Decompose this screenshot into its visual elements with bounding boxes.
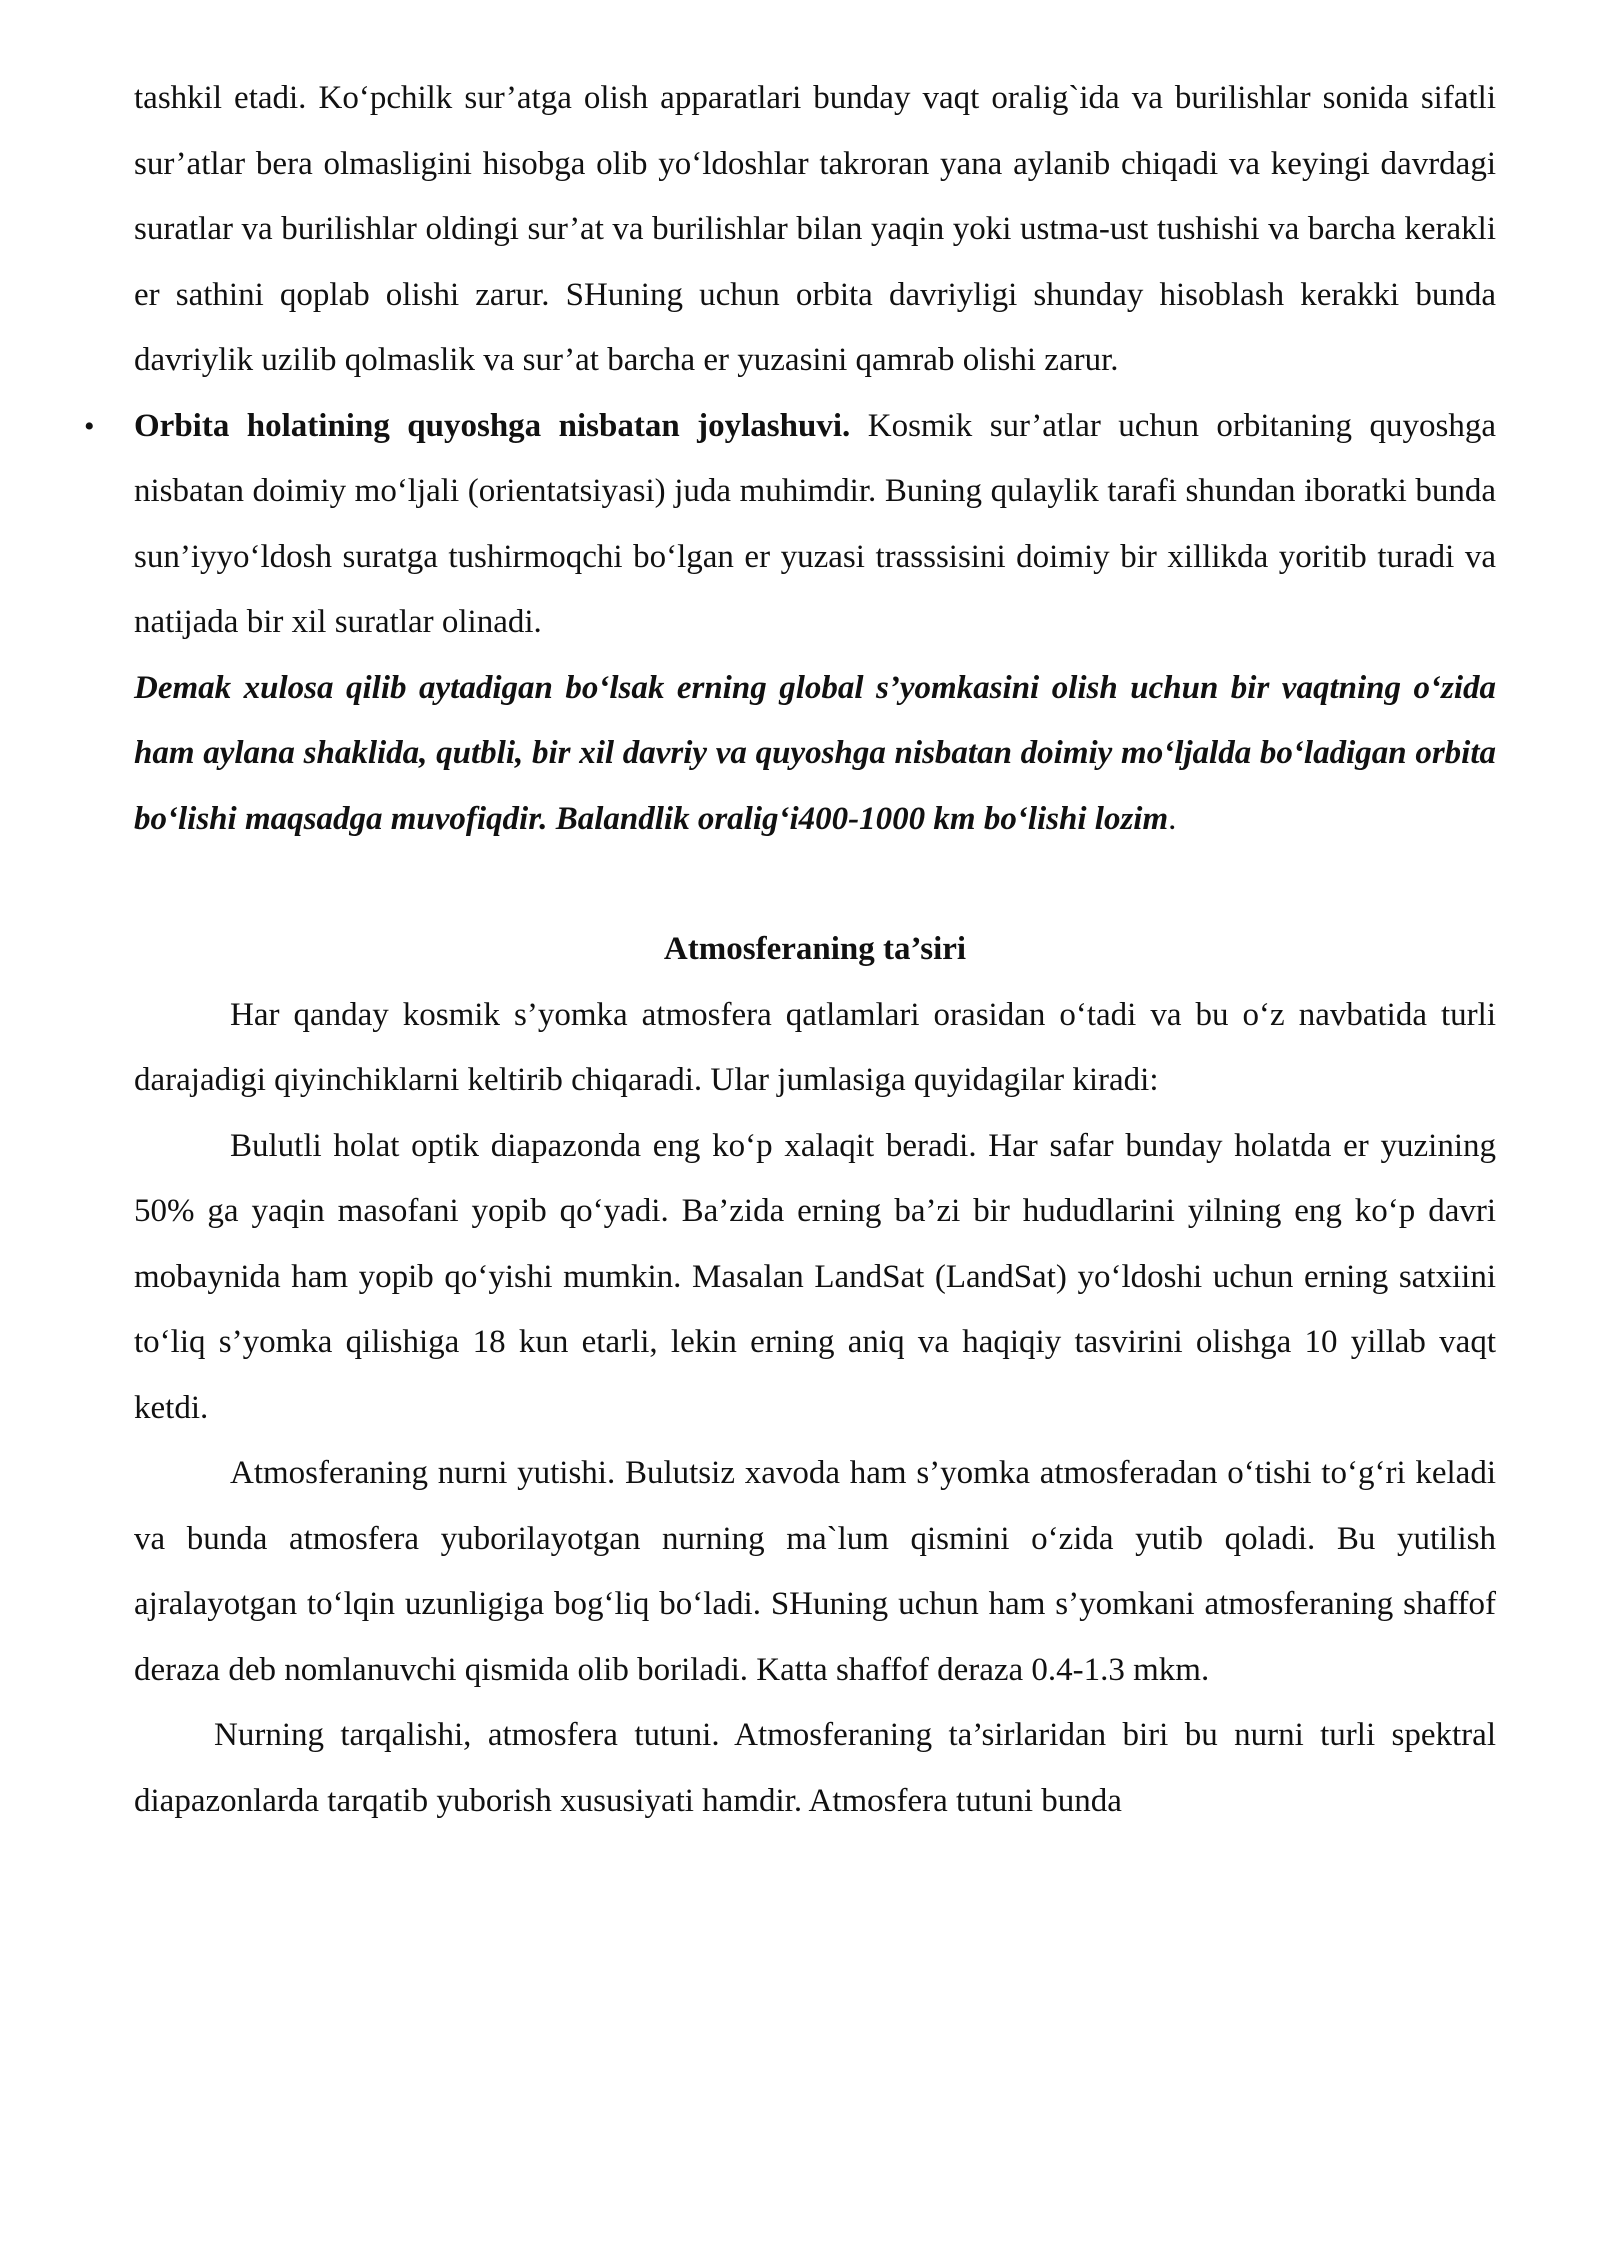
paragraph-atmosphere-intro: Har qanday kosmik s’yomka atmosfera qatlamlari orasidan o‘tadi va bu o‘z navbatida turli darajadigi qiyinchiklarni keltirib chiqaradi. Ular jumlasiga quyidagilar kiradi: xyxy=(134,996,1496,1098)
paragraph-scattering: Nurning tarqalishi, atmosfera tutuni. Atmosferaning ta’sirlaridan biri bu nurni turli spektral diapazonlarda tarqatib yuborish xususiyati hamdir. Atmosfera tutuni bunda xyxy=(134,1717,1496,1819)
paragraph-absorption: Atmosferaning nurni yutishi. Bulutsiz xavoda ham s’yomka atmosferadan o‘tishi to‘g‘ri keladi va bunda atmosfera yuborilayotgan nurning ma`lum qismini o‘zida yutib qoladi. Bu yutilish ajralayotgan to‘lqin uzunligiga bog‘liq bo‘ladi. SHuning uchun ham s’yomkani atmosferaning shaffof deraza deb nomlanuvchi qismida olib boriladi. Katta shaffof deraza 0.4-1.3 mkm. xyxy=(134,1455,1496,1688)
paragraph-cloudiness: Bulutli holat optik diapazonda eng ko‘p xalaqit beradi. Har safar bunday holatda er yuzining 50% ga yaqin masofani yopib qo‘yadi. Ba’zida erning ba’zi bir hududlarini yilning eng ko‘p davri mobaynida ham yopib qo‘yishi mumkin. Masalan LandSat (LandSat) yo‘ldoshi uchun erning satxiini to‘liq s’yomka qilishiga 18 kun etarli, lekin erning aniq va haqiqiy tasvirini olishga 10 yillab vaqt ketdi. xyxy=(134,1127,1496,1426)
bullet-item-sun-orientation xyxy=(84,394,1496,656)
page-content xyxy=(84,66,1496,1834)
bullet-title: Orbita holatining quyoshga nisbatan joylashuvi. xyxy=(134,407,851,444)
bullet-text: Kosmik sur’atlar uchun orbitaning quyoshga nisbatan doimiy mo‘ljali (orientatsiyasi) juda muhimdir. Buning qulaylik tarafi shundan iboratki bunda sun’iyyo‘ldosh suratga tushirmoqchi bo‘lgan er yuzasi trasssisini doimiy bir xillikda yoritib turadi va natijada bir xil suratlar olinadi. xyxy=(134,407,1496,640)
conclusion-paragraph xyxy=(134,656,1496,853)
conclusion-end: . xyxy=(1168,800,1177,837)
conclusion-text: Demak xulosa qilib aytadigan bo‘lsak erning global s’yomkasini olish uchun bir vaqtning o‘zida ham aylana shaklida, qutbli, bir xil davriy va quyoshga nisbatan doimiy mo‘ljalda bo‘ladigan orbita bo‘lishi maqsadga muvofiqdir. Balandlik oralig‘i400-1000 km bo‘lishi lozim xyxy=(134,669,1496,837)
paragraph-orbit-periodicity: tashkil etadi. Ko‘pchilk sur’atga olish apparatlari bunday vaqt oralig`ida va burilishlar sonida sifatli sur’atlar bera olmasligini hisobga olib yo‘ldoshlar takroran yana aylanib chiqadi va keyingi davrdagi suratlar va burilishlar oldingi sur’at va burilishlar bilan yaqin yoki ustma-ust tushishi va barcha kerakli er sathini qoplab olishi zarur. SHuning uchun orbita davriyligi shunday hisoblash kerakki bunda davriylik uzilib qolmaslik va sur’at barcha er yuzasini qamrab olishi zarur. xyxy=(134,80,1496,378)
bullet-marker: • xyxy=(84,409,95,443)
section-heading: Atmosferaning ta’siri xyxy=(663,931,967,967)
bullet-paragraph xyxy=(134,394,1496,656)
